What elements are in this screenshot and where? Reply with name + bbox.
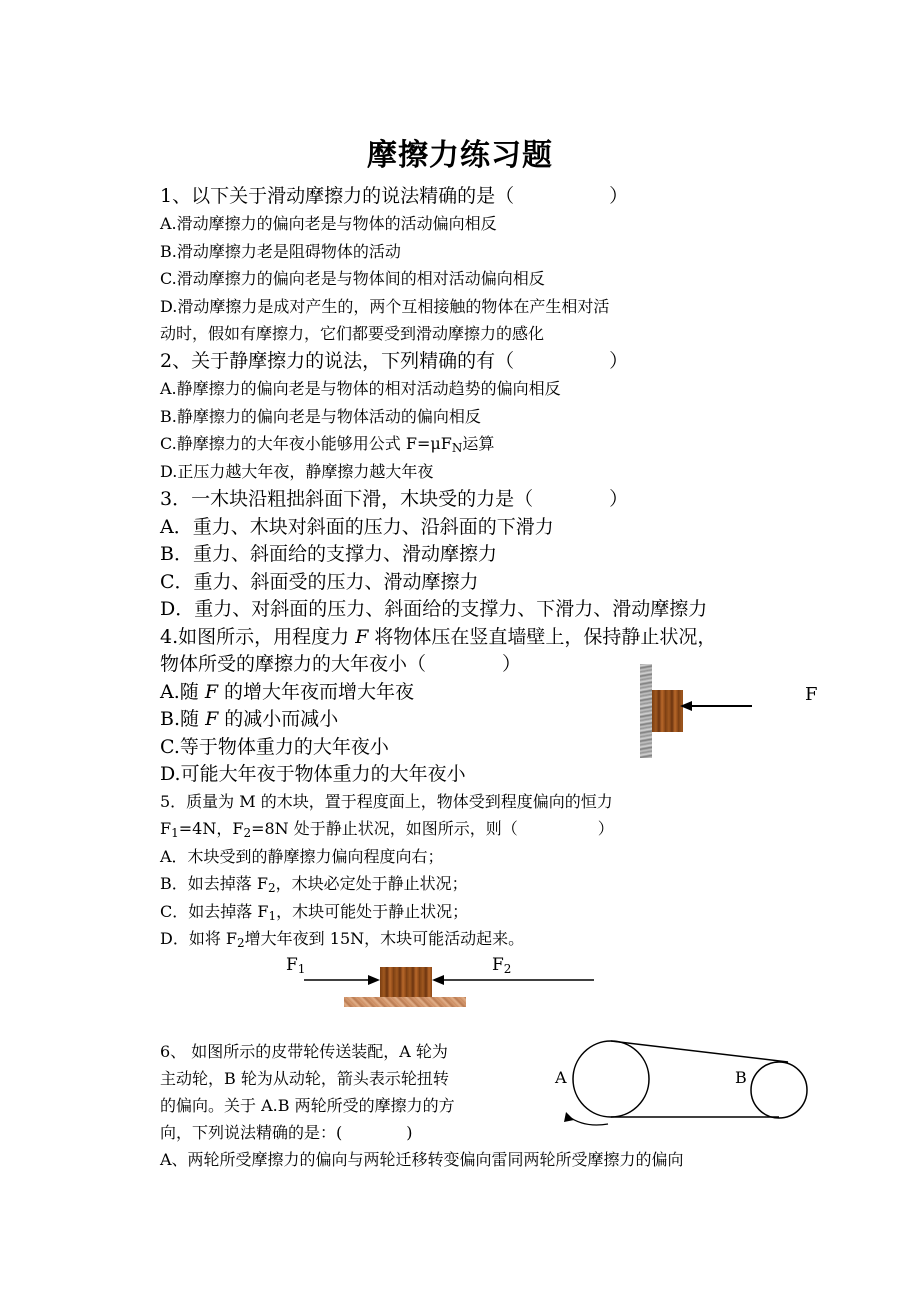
q6-figure bbox=[550, 1040, 820, 1130]
f1-label-symbol: F bbox=[286, 955, 298, 975]
block-graphic bbox=[652, 690, 683, 732]
q4-stem-line2: 物体所受的摩擦力的大年夜小（ ） bbox=[160, 653, 522, 675]
f2-arrow-icon bbox=[432, 973, 596, 987]
q6-stem-line1: 6、 如图所示的皮带轮传送装配，A 轮为 bbox=[160, 1042, 448, 1061]
q5-f2-subscript: 2 bbox=[243, 826, 252, 840]
q3-option-a: A．重力、木块对斜面的压力、沿斜面的下滑力 bbox=[160, 516, 554, 538]
q5-f1-symbol: F bbox=[160, 819, 172, 838]
q2-option-d: D.正压力越大年夜，静摩擦力越大年夜 bbox=[160, 462, 434, 481]
q4-option-a bbox=[160, 678, 414, 706]
pulley-b-label: B bbox=[735, 1068, 747, 1087]
q5-option-d-text: D．如将 F bbox=[160, 929, 238, 948]
q5-option-c-text: C．如去掉落 F bbox=[160, 902, 269, 921]
f1-label-subscript: 1 bbox=[297, 962, 306, 976]
wall-graphic bbox=[640, 664, 652, 758]
q4-force-label: F bbox=[805, 684, 818, 705]
q5-stem-tail: =8N 处于静止状况，如图所示，则（ ） bbox=[251, 819, 614, 838]
q4-option-b bbox=[160, 705, 338, 733]
f2-label-subscript: 2 bbox=[503, 962, 512, 976]
q5-option-b-subscript: 2 bbox=[267, 881, 276, 895]
q5-figure bbox=[280, 955, 600, 1010]
q1-option-c: C.滑动摩擦力的偏向老是与物体间的相对活动偏向相反 bbox=[160, 269, 545, 288]
q5-option-d-tail: 增大年夜到 15N，木块可能活动起来。 bbox=[244, 929, 525, 948]
q5-f1-value: =4N，F bbox=[178, 819, 244, 838]
q6-stem-line2: 主动轮，B 轮为从动轮，箭头表示轮扭转 bbox=[160, 1069, 449, 1088]
q5-option-d bbox=[160, 925, 524, 957]
q6-stem-line4: 向，下列说法精确的是：( ) bbox=[160, 1123, 413, 1142]
ground-graphic bbox=[344, 997, 466, 1007]
q5-option-d-subscript: 2 bbox=[237, 936, 245, 950]
q4-var-f: F bbox=[355, 626, 369, 648]
q4-option-c: C.等于物体重力的大年夜小 bbox=[160, 736, 389, 758]
q3-option-d: D．重力、对斜面的压力、斜面给的支撑力、下滑力、滑动摩擦力 bbox=[160, 598, 708, 620]
q5-option-b-tail: ，木块必定处于静止状况； bbox=[275, 874, 468, 893]
f1-arrow-icon bbox=[304, 973, 384, 987]
q2-option-c-subscript: N bbox=[451, 441, 463, 455]
q4-figure bbox=[638, 664, 828, 760]
q4-option-b-var: F bbox=[205, 708, 219, 730]
q3-option-b: B．重力、斜面给的支撑力、滑动摩擦力 bbox=[160, 543, 497, 565]
q1-option-a: A.滑动摩擦力的偏向老是与物体的活动偏向相反 bbox=[160, 214, 497, 233]
q2-option-c-text: C.静摩擦力的大年夜小能够用公式 F=μF bbox=[160, 434, 452, 453]
block-graphic bbox=[380, 967, 432, 997]
q1-option-d-line2: 动时，假如有摩擦力，它们都要受到滑动摩擦力的感化 bbox=[160, 324, 545, 343]
q4-option-b-text: B.随 bbox=[160, 708, 200, 730]
q2-option-b: B.静摩擦力的偏向老是与物体活动的偏向相反 bbox=[160, 407, 481, 426]
q2-option-a: A.静摩擦力的偏向老是与物体的相对活动趋势的偏向相反 bbox=[160, 379, 561, 398]
q5-f1-subscript: 1 bbox=[171, 826, 179, 840]
q2-stem: 2、关于静摩擦力的说法，下列精确的有（ ） bbox=[160, 350, 629, 372]
q4-stem-line1 bbox=[160, 623, 716, 651]
q3-option-c: C．重力、斜面受的压力、滑动摩擦力 bbox=[160, 571, 479, 593]
q2-option-c-tail: 运算 bbox=[462, 434, 495, 453]
q5-stem-line1: 5．质量为 M 的木块，置于程度面上，物体受到程度偏向的恒力 bbox=[160, 792, 613, 811]
q6-option-a: A、两轮所受摩擦力的偏向与两轮迁移转变偏向雷同两轮所受摩擦力的偏向 bbox=[160, 1150, 684, 1169]
f2-label-symbol: F bbox=[492, 955, 504, 975]
q1-option-d-line1: D.滑动摩擦力是成对产生的，两个互相接触的物体在产生相对活 bbox=[160, 297, 610, 316]
q4-stem-text: 4.如图所示，用程度力 bbox=[160, 626, 350, 648]
page-title: 摩擦力练习题 bbox=[367, 138, 553, 173]
force-arrow-icon bbox=[680, 696, 800, 716]
pulley-a-label: A bbox=[555, 1068, 567, 1087]
q1-stem: 1、以下关于滑动摩擦力的说法精确的是（ ） bbox=[160, 185, 629, 207]
q4-option-b-tail: 的减小而减小 bbox=[224, 708, 339, 730]
q4-option-a-text: A.随 bbox=[160, 681, 199, 703]
q5-option-c-subscript: 1 bbox=[268, 909, 277, 923]
q4-option-a-var: F bbox=[204, 681, 218, 703]
q3-stem: 3．一木块沿粗拙斜面下滑，木块受的力是（ ） bbox=[160, 488, 629, 510]
q6-stem-line3: 的偏向。关于 A.B 两轮所受的摩擦力的方 bbox=[160, 1096, 455, 1115]
q4-option-a-tail: 的增大年夜而增大年夜 bbox=[224, 681, 415, 703]
q5-option-a: A．木块受到的静摩擦力偏向程度向右； bbox=[160, 847, 444, 866]
belt-pulley-diagram bbox=[550, 1040, 820, 1130]
q4-option-d: D.可能大年夜于物体重力的大年夜小 bbox=[160, 763, 466, 785]
q5-option-c-tail: ，木块可能处于静止状况； bbox=[276, 902, 469, 921]
f1-label bbox=[286, 955, 305, 976]
q5-option-b-text: B．如去掉落 F bbox=[160, 874, 268, 893]
q4-stem-text-tail: 将物体压在竖直墙壁上，保持静止状况， bbox=[374, 626, 717, 648]
q1-option-b: B.滑动摩擦力老是阻碍物体的活动 bbox=[160, 242, 401, 261]
